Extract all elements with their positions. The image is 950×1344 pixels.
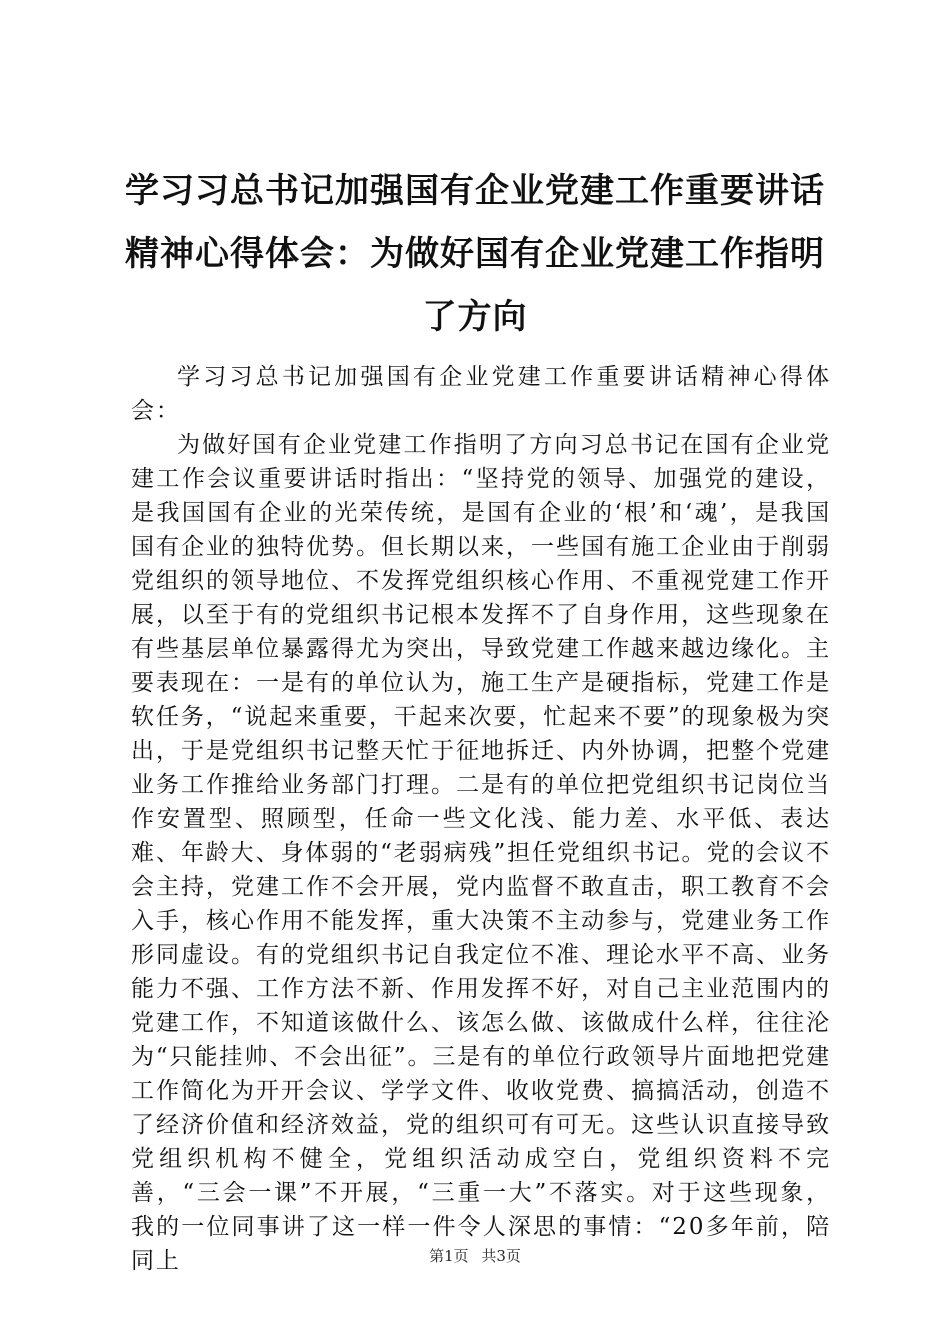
paragraph-2: 为做好国有企业党建工作指明了方向习总书记在国有企业党建工作会议重要讲话时指出：“坚持党的领导、加强党的建设，是我国国有企业的光荣传统，是国有企业的‘根’和‘魂’，是我国国有企业的独特优势。但长期以来，一些国有施工企业由于削弱党组织的领导地位、不发挥党组织核心作用、不重视党建工作开展，以至于有的党组织书记根本发挥不了自身作用，这些现象在有些基层单位暴露得尤为突出，导致党建工作越来越边缘化。主要表现在：一是有的单位认为，施工生产是硬指标，党建工作是软任务，“说起来重要，干起来次要，忙起来不要”的现象极为突出，于是党组织书记整天忙于征地拆迁、内外协调，把整个党建业务工作推给业务部门打理。二是有的单位把党组织书记岗位当作安置型、照顾型，任命一些文化浅、能力差、水平低、表达难、年龄大、身体弱的“老弱病残”担任党组织书记。党的会议不会主持，党建工作不会开展，党内监督不敢直击，职工教育不会入手，核心作用不能发挥，重大决策不主动参与，党建业务工作形同虚设。有的党组织书记自我定位不准、理论水平不高、业务能力不强、工作方法不新、作用发挥不好，对自己主业范围内的党建工作，不知道该做什么、该怎么做、该做成什么样，往往沦为“只能挂帅、不会出征”。三是有的单位行政领导片面地把党建工作简化为开开会议、学学文件、收收党费、搞搞活动，创造不了经济价值和经济效益，党的组织可有可无。这些认识直接导致党组织机构不健全，党组织活动成空白，党组织资料不完善，“三会一课”不开展，“三重一大”不落实。对于这些现象，我的一位同事讲了这一样一件令人深思的事情：“20多年前，陪同上 (131, 432, 831, 1274)
page-total: 共3页 (481, 1247, 521, 1265)
page-footer (0, 1245, 950, 1266)
title-line-1: 学习习总书记加强国有企业党建工作重要讲话 (125, 171, 825, 211)
title-line-2: 精神心得体会：为做好国有企业党建工作指明 (125, 234, 825, 274)
page-number: 第1页 (429, 1247, 469, 1265)
title-line-3: 了方向 (422, 297, 528, 337)
document-body (131, 360, 831, 1278)
paragraph-1: 学习习总书记加强国有企业党建工作重要讲话精神心得体会： (131, 364, 831, 424)
document-title (100, 160, 850, 349)
